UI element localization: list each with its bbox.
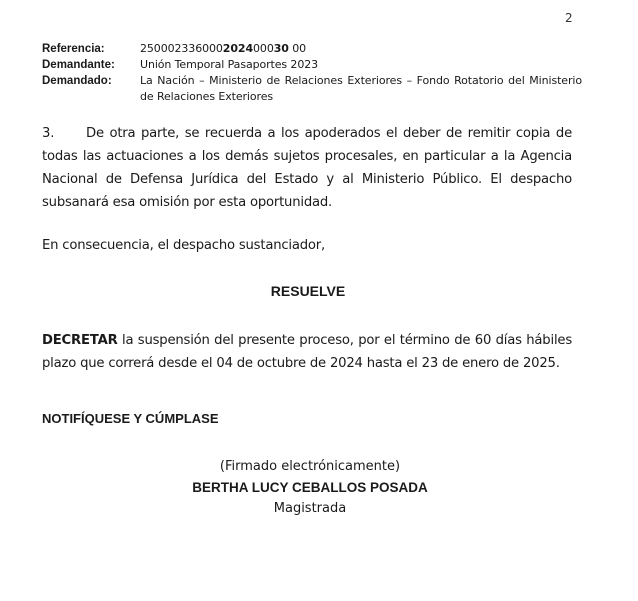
signature-note: (Firmado electrónicamente) bbox=[219, 459, 401, 474]
demandante-value: Unión Temporal Pasaportes 2023 bbox=[140, 58, 319, 71]
case-header bbox=[42, 41, 582, 105]
notificacion-heading: NOTIFÍQUESE Y CÚMPLASE bbox=[42, 411, 219, 426]
referencia-part2: 2024 bbox=[222, 42, 254, 55]
signature-role: Magistrada bbox=[273, 501, 347, 516]
demandado-row bbox=[42, 73, 582, 105]
referencia-label: Referencia: bbox=[42, 43, 105, 55]
demandado-value: La Nación – Ministerio de Relaciones Exteriores – Fondo Rotatorio del Ministerio de Relaciones Exteriores bbox=[140, 74, 582, 103]
demandante-label: Demandante: bbox=[42, 59, 115, 71]
consecuencia-text: En consecuencia, el despacho sustanciador, bbox=[42, 238, 326, 253]
referencia-part3: 000 bbox=[253, 42, 274, 55]
signature-block bbox=[160, 456, 460, 519]
resuelve-heading: RESUELVE bbox=[270, 283, 346, 299]
referencia-value bbox=[140, 41, 582, 57]
decretar-bold: DECRETAR bbox=[42, 333, 118, 348]
page-number: 2 bbox=[565, 11, 573, 25]
paragraph-number: 3. bbox=[42, 126, 55, 141]
referencia-part4: 30 bbox=[273, 42, 289, 55]
paragraph-3-text: De otra parte, se recuerda a los apoderados el deber de remitir copia de todas las actuaciones a los demás sujetos procesales, en particular a la Agencia Nacional de Defensa Jurídica del Estado y al Ministerio Público. El despacho subsanará esa omisión por esta oportunidad. bbox=[42, 126, 572, 210]
demandante-row bbox=[42, 57, 582, 73]
referencia-part5: 00 bbox=[288, 42, 307, 55]
decretar-text: la suspensión del presente proceso, por el término de 60 días hábiles plazo que correrá desde el 04 de octubre de 2024 hasta el 23 de enero de 2025. bbox=[42, 333, 572, 371]
demandado-label: Demandado: bbox=[42, 75, 112, 87]
signature-name: BERTHA LUCY CEBALLOS POSADA bbox=[192, 480, 428, 495]
referencia-part1: 250002336000 bbox=[140, 42, 223, 55]
paragraph-3 bbox=[42, 122, 572, 214]
referencia-row bbox=[42, 41, 582, 57]
decretar-paragraph bbox=[42, 329, 572, 375]
